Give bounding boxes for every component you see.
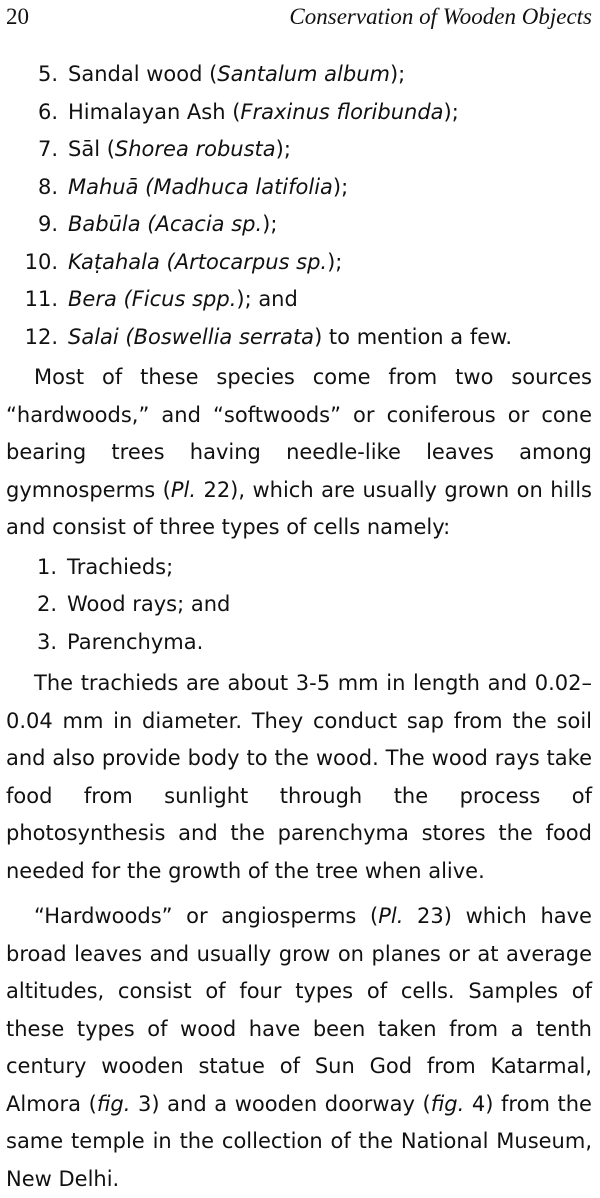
list-item: 9. Babūla (Acacia sp.); <box>37 212 278 236</box>
page-header <box>6 4 592 38</box>
paragraph-hardwoods: “Hardwoods” or angiosperms (Pl. 23) which have broad leaves and usually grow on planes or at average altitudes, consist of four types of cells. Samples of these types of wood have been taken from a tenth century wooden statue of Sun God from Katarmal, Almora (fig. 3) and a wooden doorway (fig. 4) from the same temple in the collection of the National Museum, New Delhi. <box>6 904 592 1191</box>
paragraph-trachieds: The trachieds are about 3-5 mm in length and 0.02–0.04 mm in diameter. They conduct sap from the soil and also provide body to the wood. The wood rays take food from sunlight through the process of photosynthesis and the parenchyma stores the food needed for the growth of the tree when alive. <box>6 671 592 883</box>
species-list <box>6 56 592 356</box>
list-item: 2. Wood rays; and <box>36 592 231 616</box>
list-item: 3. Parenchyma. <box>36 629 204 654</box>
list-item: 11. Bera (Ficus spp.); and <box>24 287 298 311</box>
list-item: 5. Sandal wood (Santalum album); <box>37 62 406 86</box>
list-item: 1. Trachieds; <box>36 554 174 579</box>
list-item: 8. Mahuā (Madhuca latifolia); <box>37 174 349 199</box>
list-item: 6. Himalayan Ash (Fraxinus floribunda); <box>37 99 459 124</box>
page-body <box>6 56 592 1198</box>
list-item: 12. Salai (Boswellia serrata) to mention a few. <box>24 324 513 349</box>
list-item: 7. Sāl (Shorea robusta); <box>37 137 291 161</box>
paragraph-sources: Most of these species come from two sources “hardwoods,” and “softwoods” or coniferous or cone bearing trees having needle-like leaves among gymnosperms (Pl. 22), which are usually grown on hills and consist of three types of cells namely: <box>6 365 592 539</box>
running-head-title: Conservation of Wooden Objects <box>289 4 592 29</box>
cell-types-list <box>6 549 592 662</box>
list-item: 10. Kaṭahala (Artocarpus sp.); <box>24 249 343 274</box>
page-number: 20 <box>6 4 29 29</box>
